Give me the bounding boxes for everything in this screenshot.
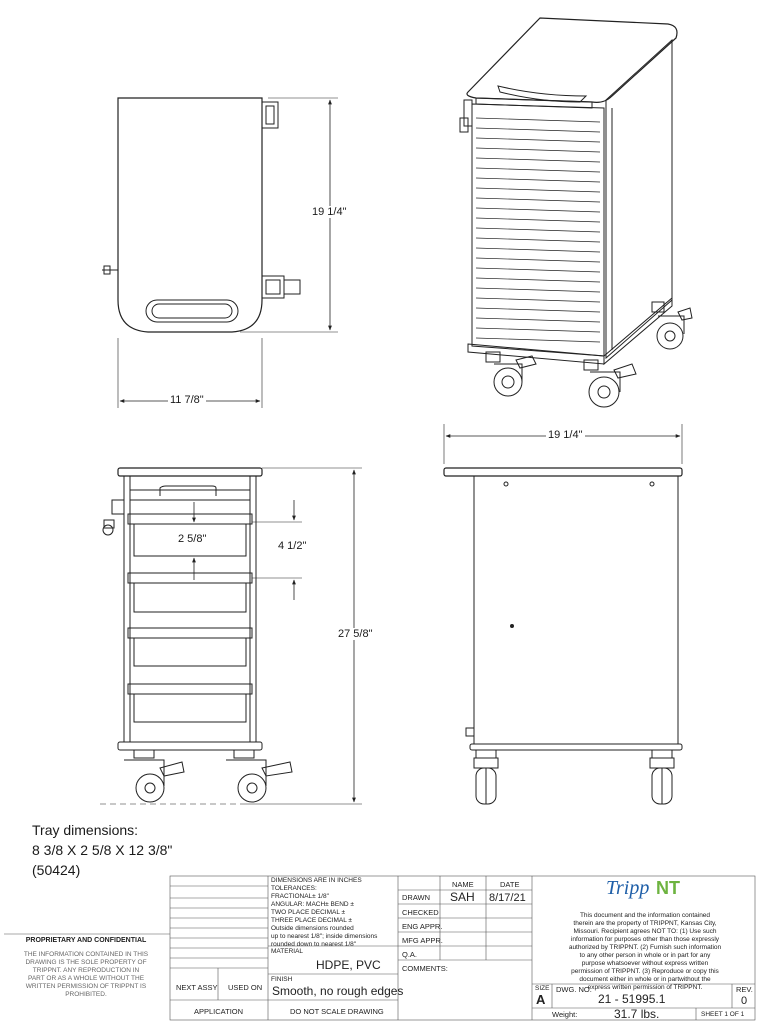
- disclaimer-line: purpose whatsoever without express written: [581, 960, 709, 967]
- note-line-3: (50424): [32, 862, 81, 878]
- proprietary-line: PART OR AS A WHOLE WITHOUT THE: [27, 975, 145, 982]
- tolerance-line: Outside dimensions rounded: [271, 925, 354, 932]
- tolerance-line: THREE PLACE DECIMAL ±: [271, 917, 352, 924]
- disclaimer-line: document either in whole or in partwithout the: [579, 976, 711, 983]
- disclaimer-text: [540, 912, 750, 992]
- checked-label: CHECKED: [402, 908, 439, 917]
- tolerance-line: FRACTIONAL± 1/8": [271, 893, 329, 900]
- tolerances-block: [271, 877, 396, 949]
- rev-label: REV.: [736, 985, 753, 994]
- svg-text:NT: NT: [656, 878, 680, 898]
- mfg-appr-label: MFG APPR.: [402, 936, 443, 945]
- dim-tray-pitch: 4 1/2": [278, 540, 307, 552]
- front-view: [103, 468, 292, 802]
- weight-value: 31.7 lbs.: [614, 1007, 660, 1021]
- comments-label: COMMENTS:: [402, 964, 448, 973]
- note-line-2: 8 3/8 X 2 5/8 X 12 3/8": [32, 842, 173, 858]
- eng-appr-label: ENG APPR.: [402, 922, 443, 931]
- weight-label: Weight:: [552, 1010, 578, 1019]
- dim-side-depth: 19 1/4": [548, 429, 583, 441]
- disclaimer-line: permission of TRIPPNT. (3) Reproduce or copy this: [571, 968, 719, 975]
- dim-height: 27 5/8": [338, 628, 373, 640]
- isometric-view: [460, 18, 692, 407]
- drawn-date: 8/17/21: [489, 892, 526, 904]
- disclaimer-line: Missouri. Recipient agrees NOT TO: (1) Use such: [573, 928, 717, 935]
- drawn-name: SAH: [450, 890, 475, 904]
- size-value: A: [536, 992, 546, 1007]
- note-line-1: Tray dimensions:: [32, 822, 139, 838]
- material-label: MATERIAL: [271, 948, 304, 955]
- proprietary-line: WRITTEN PERMISSION OF TRIPPNT IS: [25, 983, 147, 990]
- disclaimer-line: information for purposes other than those expressly: [570, 936, 720, 943]
- dim-top-depth: 19 1/4": [312, 206, 347, 218]
- disclaimer-line: express written permission of TRIPPNT.: [587, 984, 703, 991]
- disclaimer-line: authorized by TRIPPNT. (2) Furnish such information: [568, 944, 722, 951]
- tolerance-line: ANGULAR: MACH± BEND ±: [271, 901, 354, 908]
- disclaimer-line: to any other person in whole or in part for any: [579, 952, 711, 959]
- trippnt-logo: [606, 877, 680, 899]
- side-view: [444, 468, 682, 804]
- dwg-no-value: 21 - 51995.1: [598, 992, 666, 1006]
- tolerance-line: rounded down to nearest 1/8": [271, 941, 357, 948]
- tolerance-line: TWO PLACE DECIMAL ±: [271, 909, 346, 916]
- size-label: SIZE: [535, 985, 550, 992]
- application-label: APPLICATION: [194, 1007, 244, 1016]
- rev-value: 0: [741, 995, 748, 1007]
- proprietary-line: PROHIBITED.: [65, 991, 107, 998]
- proprietary-line: TRIPPNT. ANY REPRODUCTION IN: [32, 967, 140, 974]
- drawn-label: DRAWN: [402, 893, 431, 902]
- tolerance-line: TOLERANCES:: [271, 885, 317, 892]
- top-view: [102, 98, 300, 332]
- used-on-label: USED ON: [228, 983, 263, 992]
- svg-text:Tripp: Tripp: [606, 877, 650, 899]
- finish-label: FINISH: [271, 976, 293, 983]
- tolerance-line: up to nearest 1/8"; inside dimensions: [271, 933, 378, 940]
- material-value: HDPE, PVC: [316, 958, 381, 972]
- tray-dimensions-note: [32, 820, 172, 880]
- next-assy-label: NEXT ASSY: [176, 983, 218, 992]
- disclaimer-line: This document and the information contained: [579, 912, 711, 919]
- disclaimer-line: therein are the property of TRIPPNT, Kansas City,: [573, 920, 717, 927]
- name-header: NAME: [452, 880, 474, 889]
- date-header: DATE: [500, 880, 520, 889]
- sheet-label: SHEET 1 OF 1: [701, 1011, 745, 1018]
- proprietary-title: PROPRIETARY AND CONFIDENTIAL: [25, 937, 147, 944]
- proprietary-text: [4, 951, 168, 999]
- dim-top-width: 11 7/8": [170, 394, 204, 406]
- tolerance-line: DIMENSIONS ARE IN INCHES: [271, 877, 362, 884]
- qa-label: Q.A.: [402, 950, 418, 959]
- finish-value: Smooth, no rough edges: [272, 984, 404, 998]
- proprietary-line: THE INFORMATION CONTAINED IN THIS: [23, 951, 149, 958]
- dim-tray-depth: 2 5/8": [178, 533, 207, 545]
- dwg-no-label: DWG. NO.: [556, 985, 592, 994]
- do-not-scale: DO NOT SCALE DRAWING: [290, 1007, 384, 1016]
- proprietary-line: DRAWING IS THE SOLE PROPERTY OF: [25, 959, 147, 966]
